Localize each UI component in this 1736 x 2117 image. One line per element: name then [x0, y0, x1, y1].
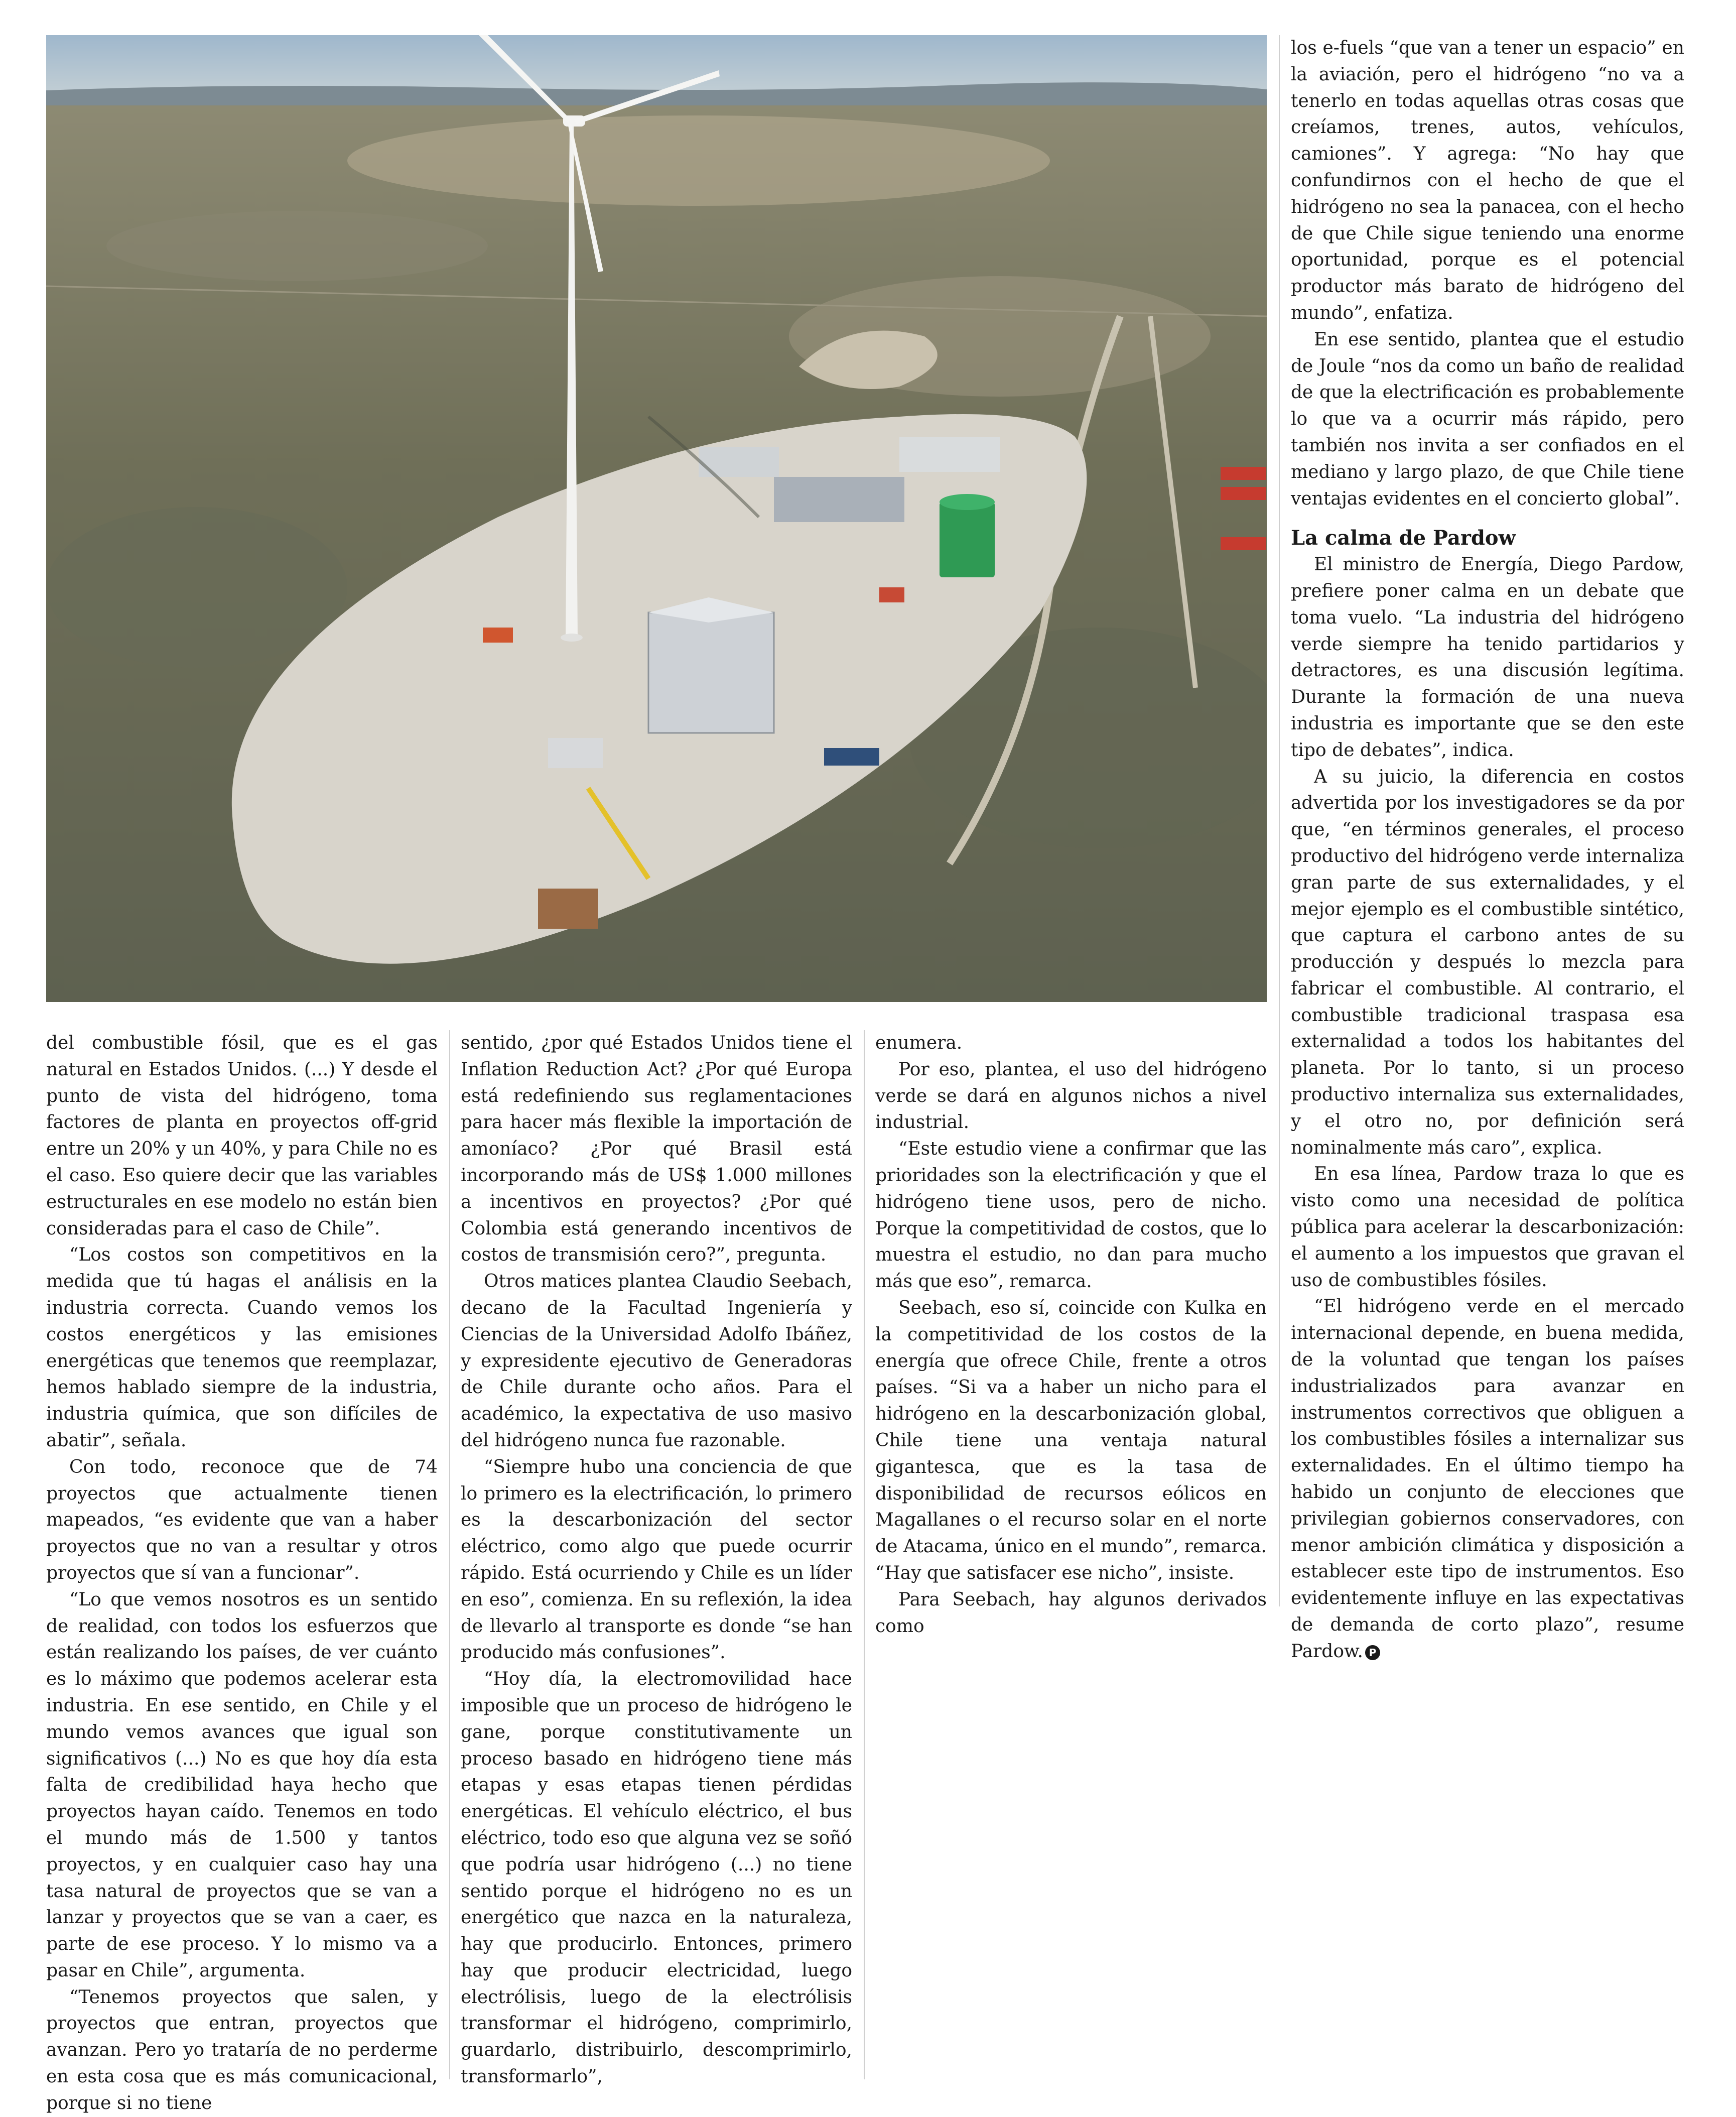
paragraph: Seebach, eso sí, coincide con Kulka en la competitividad de los costos de la energía que ofrece Chile, frente a otros países. “Si va a haber un nicho para el hidrógeno en la descarbonización global, Chile tiene una ventaja natural gigantesca, que es la tasa de disponibilidad de recursos eólicos en Magallanes o el recurso solar en el norte de Atacama, único en el mundo”, remarca. “Hay que satisfacer ese nicho”, insiste. — [875, 1297, 1267, 1583]
paragraph-final — [1291, 1294, 1684, 1665]
paragraph: “Siempre hubo una conciencia de que lo primero es la electrificación, lo primero es la descarbonización del sector eléctrico, como algo que puede ocurrir rápido. Está ocurriendo y Chile es un líder en eso”, comienza. En su reflexión, la idea de llevarlo al transporte es donde “se han producido más confusiones”. — [461, 1456, 852, 1663]
paragraph: El ministro de Energía, Diego Pardow, prefiere poner calma en un debate que toma vuelo. “La industria del hidrógeno verde siempre ha tenido partidarios y detractores, es una discusión legítima. Durante la formación de una nueva industria es importante que se den este tipo de debates”, indica. — [1291, 554, 1684, 761]
paragraph: “Hoy día, la electromovilidad hace imposible que un proceso de hidrógeno le gane, porque constitutivamente un proceso basado en hidrógeno tiene más etapas y esas etapas tienen pérdidas energéticas. El vehículo eléctrico, el bus eléctrico, todo eso que alguna vez se soñó que podría usar hidrógeno (...) no tiene sentido porque el hidrógeno no es un energético que nazca en la naturaleza, hay que producirlo. Entonces, primero hay que producir electricidad, luego electrólisis, luego de la electrólisis transformar el hidrógeno, comprimirlo, guardarlo, distribuirlo, descomprimirlo, transformarlo”, — [461, 1669, 852, 2087]
photo-illustration — [46, 35, 1267, 1002]
paragraph: del combustible fósil, que es el gas natural en Estados Unidos. (...) Y desde el punto de vista del hidrógeno, toma factores de planta en proyectos off-grid entre un 20% y un 40%, y para Chile no es el caso. Eso quiere decir que las variables estructurales en ese modelo no están bien consideradas para el caso de Chile”. — [46, 1033, 438, 1239]
paragraph: “Lo que vemos nosotros es un sentido de realidad, con todos los esfuerzos que están realizando los países, de ver cuánto es lo máximo que podemos acelerar esta industria. En ese sentido, en Chile y el mundo vemos avances que igual son significativos (...) No es que hoy día esta falta de credibilidad haya hecho que proyectos hayan caído. Tenemos en todo el mundo más de 1.500 y tantos proyectos, y en cualquier caso hay una tasa natural de proyectos que se van a lanzar y proyectos que se van a caer, es parte de ese proceso. Y lo mismo va a pasar en Chile”, argumenta. — [46, 1589, 438, 1981]
article-column-3 — [875, 1030, 1267, 1640]
paragraph: Otros matices plantea Claudio Seebach, decano de la Facultad Ingeniería y Ciencias de la Universidad Adolfo Ibáñez, y expresidente ejecutivo de Generadoras de Chile durante ocho años. Para el académico, la expectativa de uso masivo del hidrógeno nunca fue razonable. — [461, 1271, 852, 1451]
column-rule — [449, 1030, 450, 2079]
paragraph-text: “El hidrógeno verde en el mercado internacional depende, en buena medida, de la voluntad que tengan los países industrializados para avanzar en instrumentos correctivos que obliguen a los combustibles fósiles a internalizar sus externalidades. En el último tiempo ha habido un conjunto de elecciones que privilegian gobiernos conservadores, con menor ambición climática y disposición a establecer este tipo de instrumentos. Eso evidentemente influye en las expectativas de demanda de corto plazo”, resume Pardow. — [1291, 1296, 1684, 1662]
column-rule — [1279, 35, 1280, 1606]
paragraph: Para Seebach, hay algunos derivados como — [875, 1589, 1267, 1637]
column-rule — [864, 1030, 865, 2079]
paragraph: En ese sentido, plantea que el estudio de Joule “nos da como un baño de realidad de que la electrificación es probablemente lo que va a ocurrir más rápido, pero también nos invita a ser confiados en el mediano y largo plazo, de que Chile tiene ventajas evidentes en el concierto global”. — [1291, 329, 1684, 509]
paragraph: “Los costos son competitivos en la medida que tú hagas el análisis en la industria correcta. Cuando vemos los costos energéticos y las emisiones energéticas que tenemos que reemplazar, hemos hablado siempre de la industria, industria química, que son difíciles de abatir”, señala. — [46, 1244, 438, 1451]
article-column-4 — [1291, 35, 1684, 1665]
paragraph: Por eso, plantea, el uso del hidrógeno verde se dará en algunos nichos a nivel industrial. — [875, 1059, 1267, 1133]
paragraph: A su juicio, la diferencia en costos advertida por los investigadores se da por que, “en términos generales, el proceso productivo del hidrógeno verde internaliza gran parte de sus externalidades, y el mejor ejemplo es el combustible sintético, que captura el carbono antes de su producción y después lo mezcla para fabricar el combustible. Al contrario, el combustible tradicional traspasa esa externalidad a todos los habitantes del planeta. Por lo tanto, si un proceso productivo internaliza sus externalidades, y el otro no, por definición será nominalmente más caro”, explica. — [1291, 766, 1684, 1158]
paragraph: los e-fuels “que van a tener un espacio” en la aviación, pero el hidrógeno “no va a tenerlo en todas aquellas otras cosas que creíamos, trenes, autos, vehículos, camiones”. Y agrega: “No hay que confundirnos con el hecho de que el hidrógeno no sea la panacea, con el hecho de que Chile sigue teniendo una enorme oportunidad, porque es el potencial productor más barato de hidrógeno del mundo”, enfatiza. — [1291, 38, 1684, 323]
paragraph: sentido, ¿por qué Estados Unidos tiene el Inflation Reduction Act? ¿Por qué Europa está redefiniendo sus reglamentaciones para hacer más flexible la importación de amoníaco? ¿Por qué Brasil está incorporando más de US$ 1.000 millones a incentivos en proyectos? ¿Por qué Colombia está generando incentivos de costos de transmisión cero?”, pregunta. — [461, 1033, 852, 1266]
paragraph: enumera. — [875, 1033, 963, 1053]
paragraph: “Este estudio viene a confirmar que las prioridades son la electrificación y que el hidrógeno tiene usos, pero de nicho. Porque la competitividad de costos, que lo muestra el estudio, no dan para mucho más que eso”, remarca. — [875, 1139, 1267, 1292]
article-column-2 — [461, 1030, 852, 2090]
section-subheading: La calma de Pardow — [1291, 526, 1516, 550]
paragraph: En esa línea, Pardow traza lo que es visto como una necesidad de política pública para acelerar la descarbonización: el aumento a los impuestos que gravan el uso de combustibles fósiles. — [1291, 1164, 1684, 1291]
article-column-1 — [46, 1030, 438, 2117]
paragraph: “Tenemos proyectos que salen, y proyectos que entran, proyectos que avanzan. Pero yo trataría de no perderme en esta cosa que es más comunicacional, porque si no tiene — [46, 1986, 438, 2113]
aerial-plant-photo — [46, 35, 1267, 1002]
end-of-article-icon: P — [1365, 1645, 1380, 1660]
paragraph: Con todo, reconoce que de 74 proyectos que actualmente tienen mapeados, “es evidente que van a haber proyectos que no van a resultar y otros proyectos que sí van a funcionar”. — [46, 1456, 438, 1583]
